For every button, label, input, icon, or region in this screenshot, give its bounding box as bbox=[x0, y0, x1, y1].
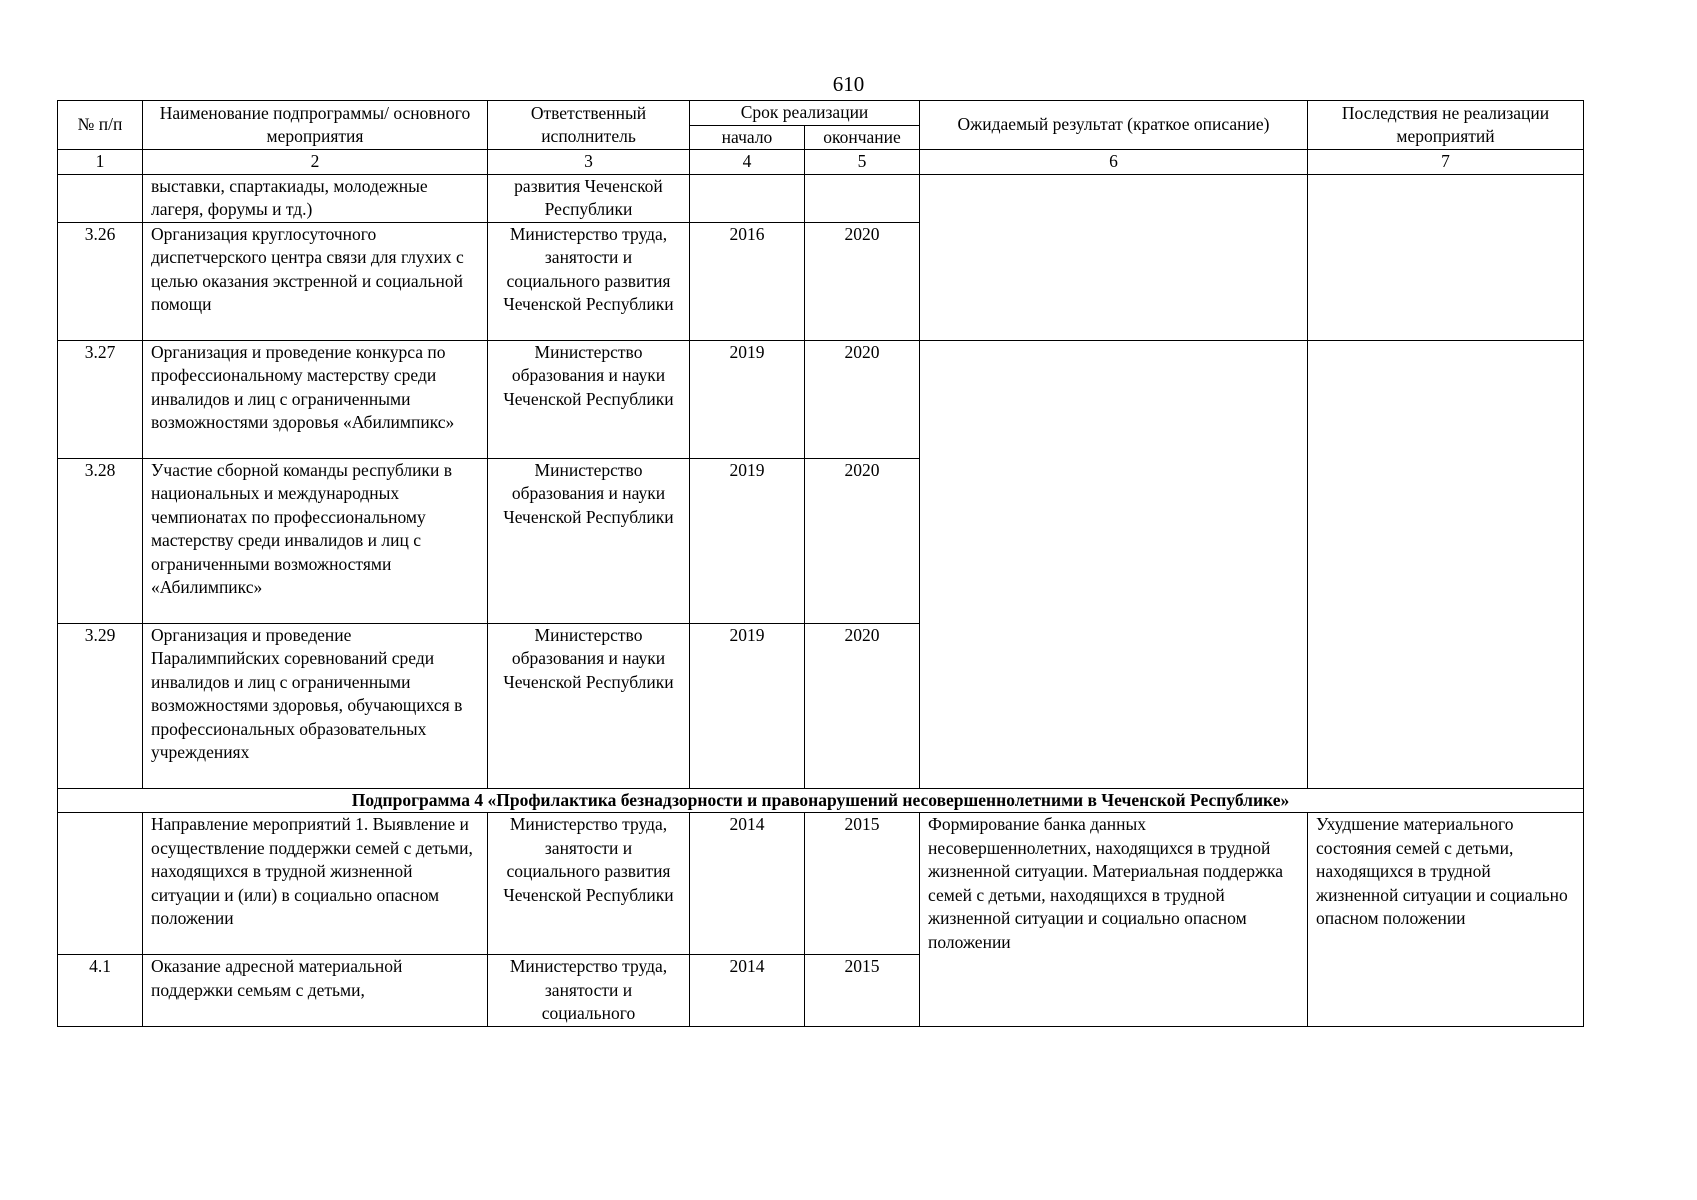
header-consequences: Последствия не реализации мероприятий bbox=[1308, 101, 1584, 150]
row-num bbox=[58, 813, 143, 955]
row-num: 3.26 bbox=[58, 222, 143, 340]
row-end: 2015 bbox=[805, 955, 920, 1027]
header-period: Срок реализации bbox=[690, 101, 920, 126]
header-executor: Ответственный исполнитель bbox=[488, 101, 690, 150]
header-num: № п/п bbox=[58, 101, 143, 150]
row-result-empty bbox=[920, 340, 1308, 788]
row-num: 3.27 bbox=[58, 340, 143, 458]
row-end: 2020 bbox=[805, 222, 920, 340]
header-start: начало bbox=[690, 125, 805, 150]
row-end: 2020 bbox=[805, 623, 920, 788]
row-executor: Министерство труда, занятости и социального развития Чеченской Республики bbox=[488, 222, 690, 340]
row-start: 2019 bbox=[690, 340, 805, 458]
header-result: Ожидаемый результат (краткое описание) bbox=[920, 101, 1308, 150]
row-start: 2014 bbox=[690, 955, 805, 1027]
column-number: 1 bbox=[58, 150, 143, 175]
column-number-row bbox=[58, 150, 1584, 175]
subprogram-row bbox=[58, 788, 1584, 813]
table-row bbox=[58, 174, 1584, 222]
row-end: 2015 bbox=[805, 813, 920, 955]
column-number: 7 bbox=[1308, 150, 1584, 175]
table-row bbox=[58, 340, 1584, 458]
row-consequences: Ухудшение материального состояния семей с детьми, находящихся в трудной жизненной ситуации и социально опасном положении bbox=[1308, 813, 1584, 1027]
row-end: 2020 bbox=[805, 458, 920, 623]
page-number: 610 bbox=[832, 72, 865, 96]
row-start: 2019 bbox=[690, 623, 805, 788]
row-num: 3.29 bbox=[58, 623, 143, 788]
column-number: 6 bbox=[920, 150, 1308, 175]
row-executor: Министерство образования и науки Чеченской Республики bbox=[488, 623, 690, 788]
row-executor: Министерство образования и науки Чеченской Республики bbox=[488, 458, 690, 623]
row-end bbox=[805, 174, 920, 222]
row-name: выставки, спартакиады, молодежные лагеря, форумы и тд.) bbox=[143, 174, 488, 222]
row-num: 3.28 bbox=[58, 458, 143, 623]
row-consequences-empty bbox=[1308, 174, 1584, 340]
row-start bbox=[690, 174, 805, 222]
row-start: 2019 bbox=[690, 458, 805, 623]
row-executor: Министерство труда, занятости и социального bbox=[488, 955, 690, 1027]
column-number: 3 bbox=[488, 150, 690, 175]
row-name: Организация и проведение Паралимпийских соревнований среди инвалидов и лиц с ограниченными возможностями здоровья, обучающихся в профессиональных образовательных учреждениях bbox=[143, 623, 488, 788]
row-name: Направление мероприятий 1. Выявление и осуществление поддержки семей с детьми, находящихся в трудной жизненной ситуации и (или) в социально опасном положении bbox=[143, 813, 488, 955]
program-table bbox=[57, 100, 1584, 1027]
row-executor: развития Чеченской Республики bbox=[488, 174, 690, 222]
row-result: Формирование банка данных несовершеннолетних, находящихся в трудной жизненной ситуации. Материальная поддержка семей с детьми, находящихся в трудной жизненной ситуации и социально опасном положении bbox=[920, 813, 1308, 1027]
subprogram-title: Подпрограмма 4 «Профилактика безнадзорности и правонарушений несовершеннолетними в Чеченской Республике» bbox=[58, 788, 1584, 813]
row-result-empty bbox=[920, 174, 1308, 340]
header-name: Наименование подпрограммы/ основного мероприятия bbox=[143, 101, 488, 150]
column-number: 4 bbox=[690, 150, 805, 175]
column-number: 5 bbox=[805, 150, 920, 175]
header-end: окончание bbox=[805, 125, 920, 150]
row-name: Организация круглосуточного диспетчерского центра связи для глухих с целью оказания экстренной и социальной помощи bbox=[143, 222, 488, 340]
row-num: 4.1 bbox=[58, 955, 143, 1027]
row-name: Участие сборной команды республики в национальных и международных чемпионатах по профессиональному мастерству среди инвалидов и лиц с ограниченными возможностями «Абилимпикс» bbox=[143, 458, 488, 623]
row-name: Оказание адресной материальной поддержки семьям с детьми, bbox=[143, 955, 488, 1027]
table-row bbox=[58, 813, 1584, 955]
row-consequences-empty bbox=[1308, 340, 1584, 788]
column-number: 2 bbox=[143, 150, 488, 175]
row-executor: Министерство образования и науки Чеченской Республики bbox=[488, 340, 690, 458]
row-name: Организация и проведение конкурса по профессиональному мастерству среди инвалидов и лиц с ограниченными возможностями здоровья «Абилимпикс» bbox=[143, 340, 488, 458]
row-start: 2016 bbox=[690, 222, 805, 340]
row-executor: Министерство труда, занятости и социального развития Чеченской Республики bbox=[488, 813, 690, 955]
header-row bbox=[58, 101, 1584, 126]
row-start: 2014 bbox=[690, 813, 805, 955]
row-end: 2020 bbox=[805, 340, 920, 458]
row-num bbox=[58, 174, 143, 222]
